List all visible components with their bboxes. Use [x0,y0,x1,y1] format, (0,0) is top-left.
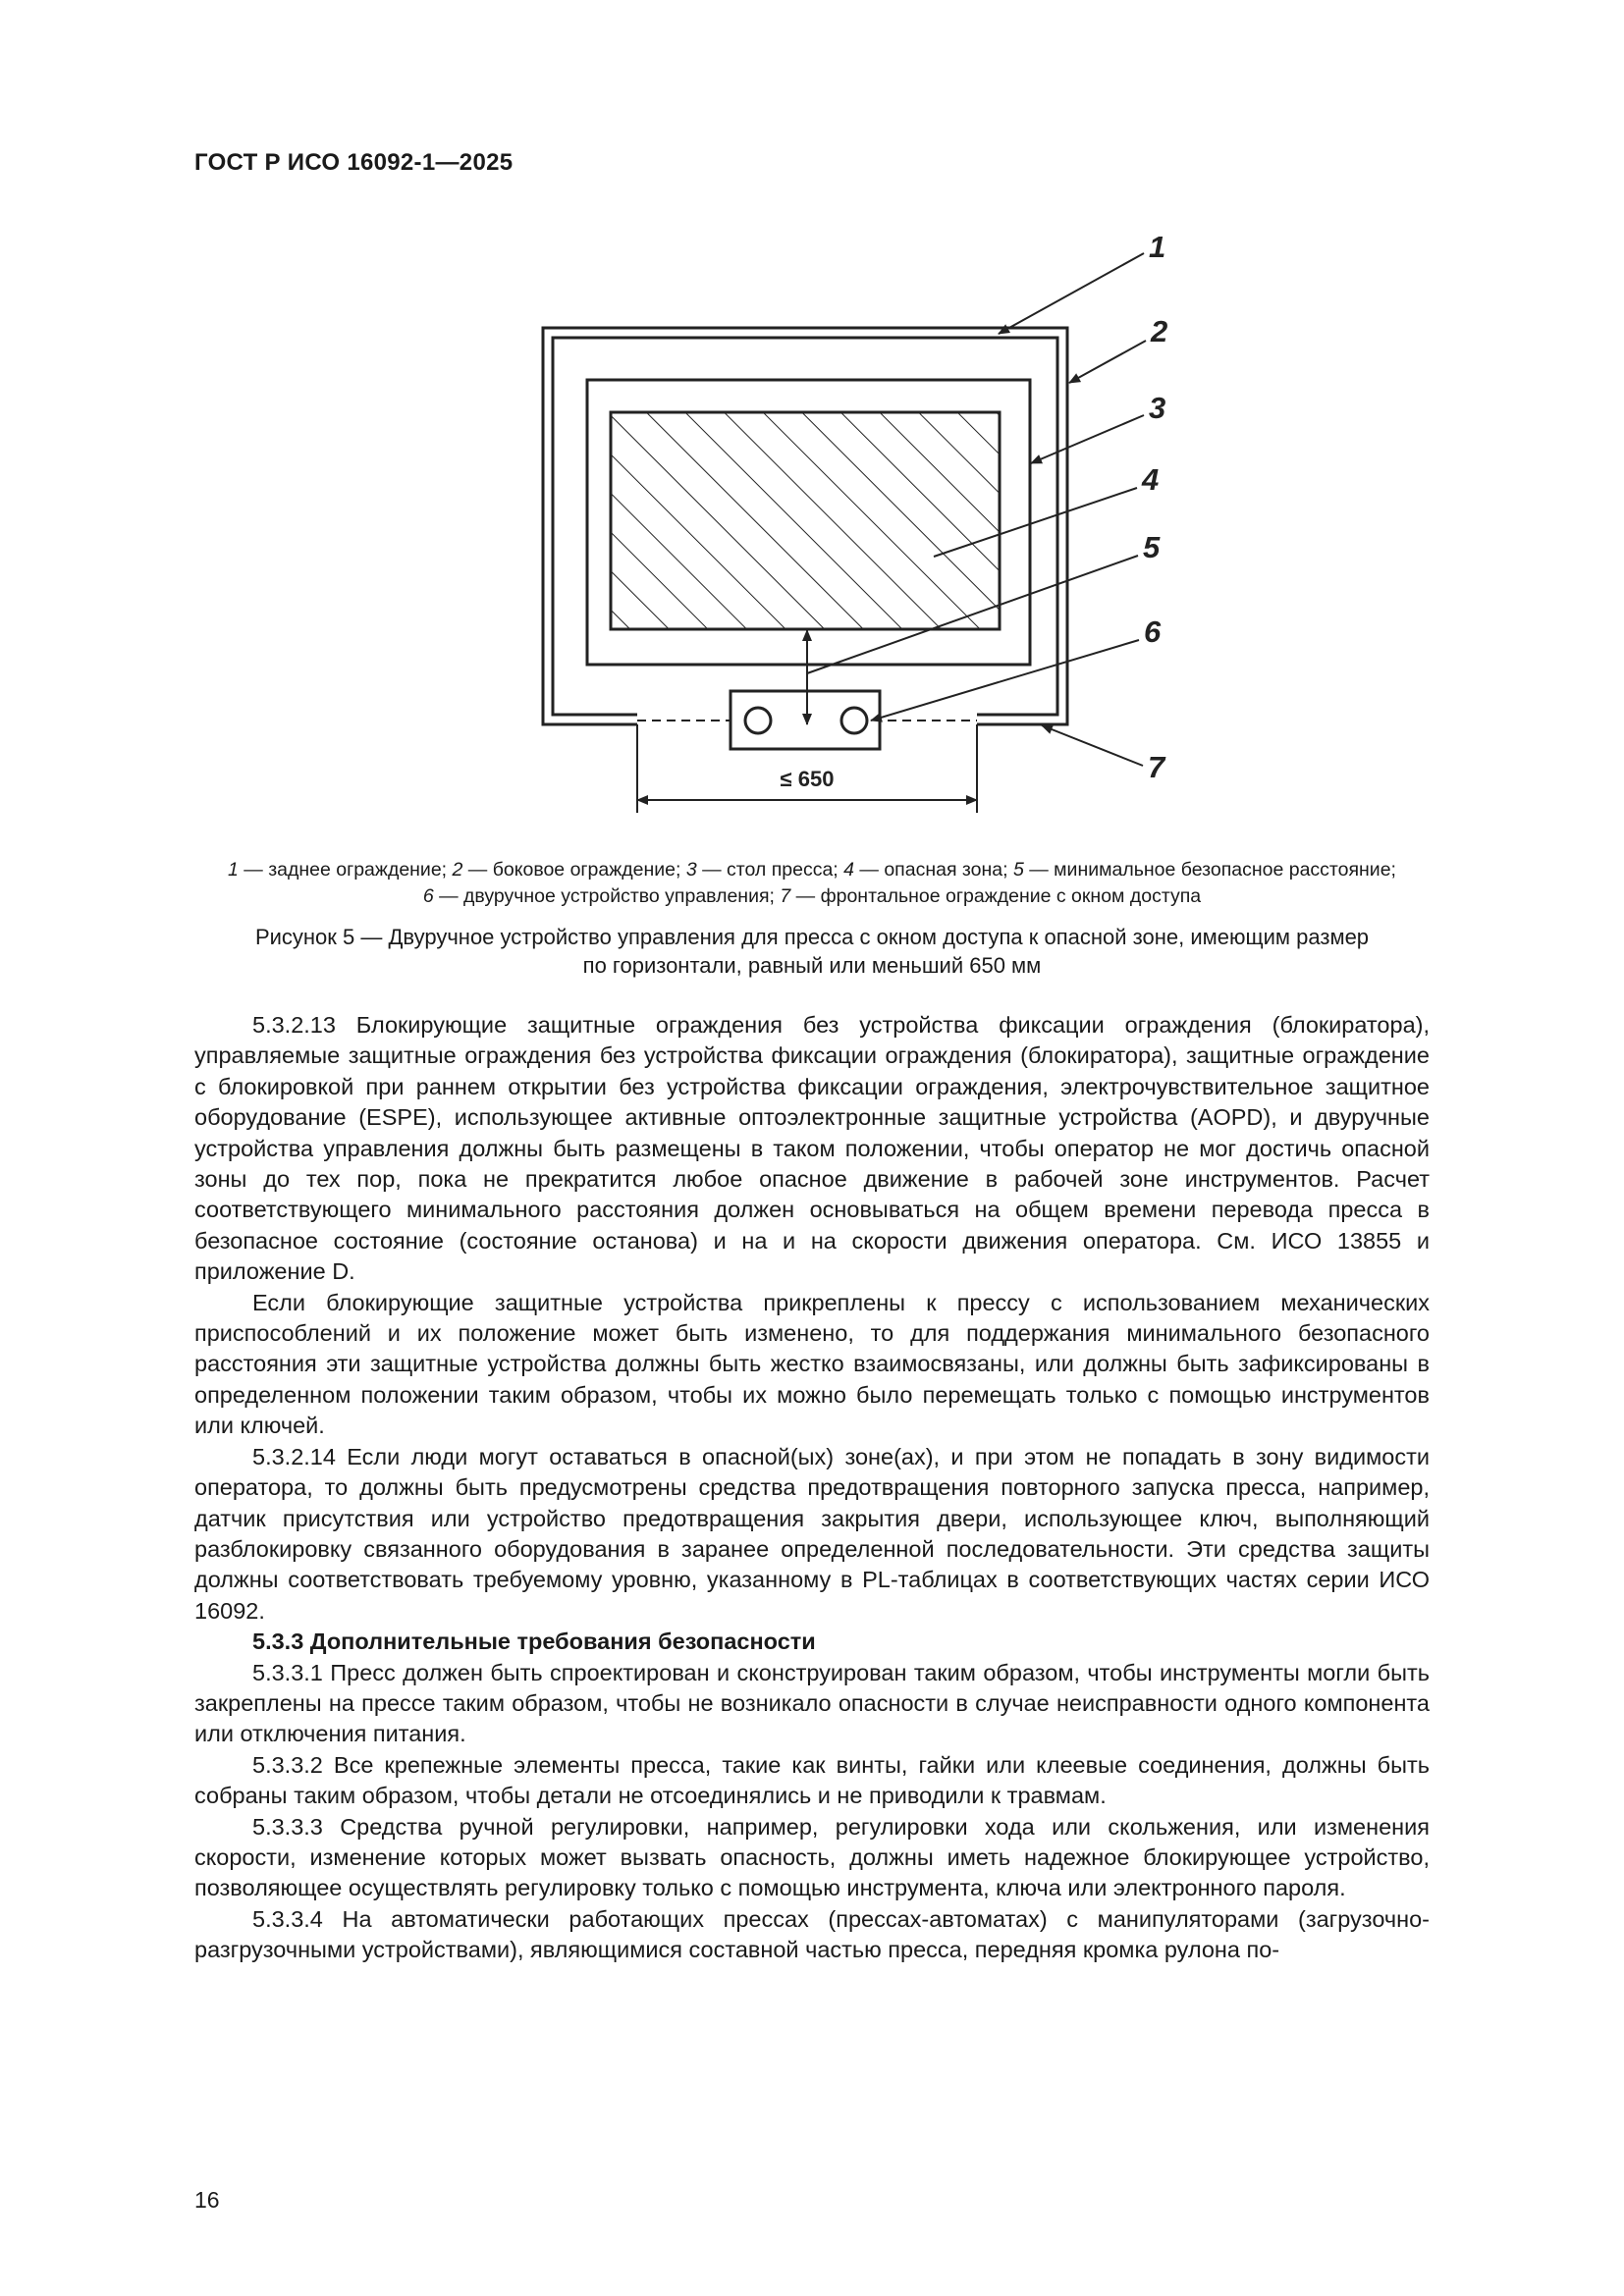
callout-5: 5 [1143,530,1161,564]
callout-4: 4 [1142,462,1160,497]
paragraph-5-3-3-2: 5.3.3.2 Все крепежные элементы пресса, такие как винты, гайки или клеевые соединения, должны быть собраны таким образом, чтобы детали не отсоединялись и не приводили к травмам. [194,1751,1430,1809]
callout-7: 7 [1148,750,1165,784]
leader-line-7 [1042,725,1143,766]
legend-line-2: 6 — двуручное устройство управления; 7 — фронтальное ограждение с окном доступа [422,885,1202,907]
body-text [194,1010,1430,1966]
paragraph-5-3-2-13: 5.3.2.13 Блокирующие защитные ограждения без устройства фиксации ограждения (блокиратора), управляемые защитные ограждения без устройства фиксации ограждения (блокиратора), защитные ограждение с блокировкой при раннем открытии без устройства фиксации ограждения, электрочувствительное защитное оборудование (ESPE), использующее активные оптоэлектронные защитные устройства (AOPD), и двуручные устройства управления должны быть размещены в таком положении, чтобы оператор не мог достичь опасной зоны до тех пор, пока не прекратится любое опасное движение в рабочей зоне инструментов. Расчет соответствующего минимального расстояния должен основываться на общем времени перевода пресса в безопасное состояние (состояние останова) и на и на скорости движения оператора. См. ИСО 13855 и приложение D. [194,1012,1430,1285]
leader-line-1 [999,253,1144,334]
figure-5-diagram [511,221,1178,829]
callout-2: 2 [1151,314,1168,348]
paragraph-interlocking-attachment: Если блокирующие защитные устройства прикреплены к прессу с использованием механических приспособлений и их положение может быть изменено, то для поддержания минимального безопасного расстояния эти защитные устройства должны быть жестко взаимосвязаны, или должны быть зафиксированы в определенном положении таким образом, чтобы их можно было перемещать только с помощью инструментов или ключей. [194,1289,1430,1439]
dimension-label: ≤ 650 [780,767,835,791]
section-heading-5-3-3: 5.3.3 Дополнительные требования безопасности [252,1629,816,1655]
leader-line-3 [1031,415,1144,463]
paragraph-5-3-3-1: 5.3.3.1 Пресс должен быть спроектирован и сконструирован таким образом, чтобы инструменты могли быть закреплены на прессе таким образом, чтобы не возникало опасности в случае неисправности одного компонента или отключения питания. [194,1659,1430,1747]
document-code-header: ГОСТ Р ИСО 16092-1—2025 [194,149,514,176]
figure-caption: Рисунок 5 — Двуручное устройство управления для пресса с окном доступа к опасной зоне, имеющим размер по горизонтали, равный или меньший 650 мм [254,925,1370,978]
paragraph-5-3-3-4: 5.3.3.4 На автоматически работающих прессах (прессах-автоматах) с манипуляторами (загрузочно-разгрузочными устройствами), являющимися составной частью пресса, передняя кромка рулона по- [194,1905,1430,1963]
callout-6: 6 [1144,614,1162,649]
page-number: 16 [194,2187,220,2213]
paragraph-5-3-2-14: 5.3.2.14 Если люди могут оставаться в опасной(ых) зоне(ах), и при этом не попадать в зону видимости оператора, то должны быть предусмотрены средства предотвращения повторного запуска пресса, например, датчик присутствия или устройство предотвращения закрытия двери, использующее ключ, выполняющий разблокировку связанного оборудования в заранее определенной последовательности. Эти средства защиты должны соответствовать требуемому уровню, указанному в PL-таблицах в соответствующих частях серии ИСО 16092. [194,1443,1430,1624]
figure-legend [194,857,1430,910]
two-hand-control-device [731,691,880,749]
leader-line-6 [871,640,1139,721]
leader-line-2 [1069,341,1146,383]
callout-1: 1 [1149,230,1166,264]
paragraph-5-3-3-3: 5.3.3.3 Средства ручной регулировки, например, регулировки хода или скольжения, или изменения скорости, изменение которых может вызвать опасность, должны иметь надежное блокирующее устройство, позволяющее осуществлять регулировку только с помощью инструмента, ключа или электронного пароля. [194,1813,1430,1901]
legend-line-1: 1 — заднее ограждение; 2 — боковое ограждение; 3 — стол пресса; 4 — опасная зона; 5 — минимальное безопасное расстояние; [228,859,1396,881]
hazard-zone [611,412,1000,629]
callout-3: 3 [1149,391,1166,425]
